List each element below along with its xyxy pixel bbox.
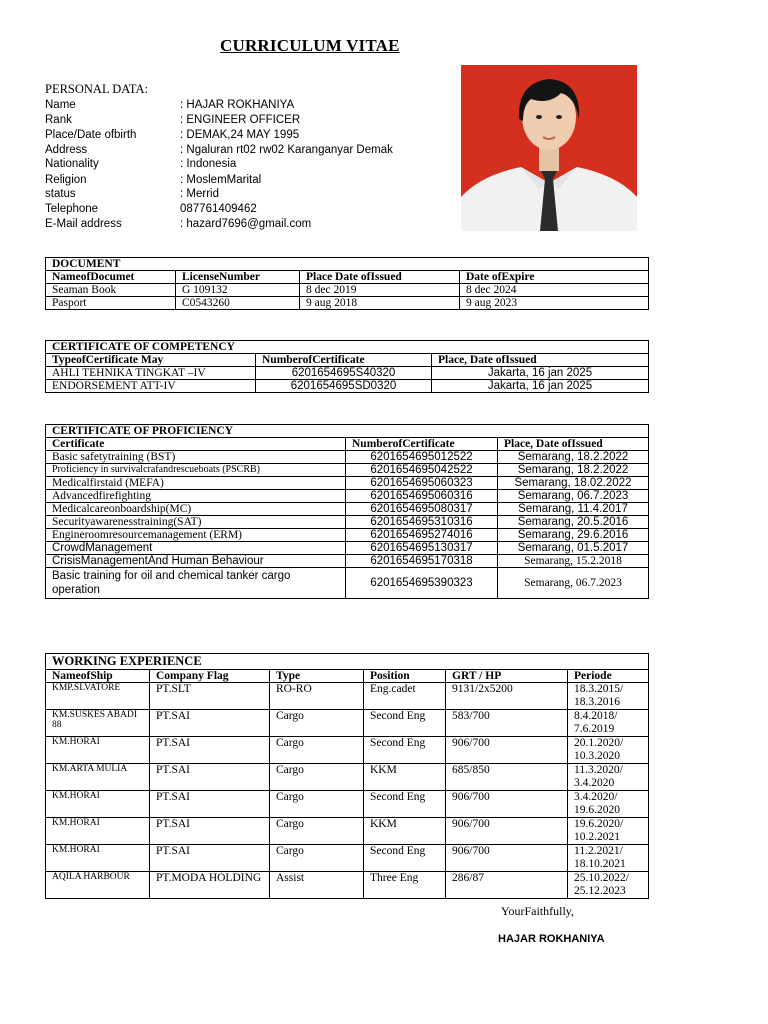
table-cell: 8.4.2018/ 7.6.2019: [568, 710, 649, 737]
table-cell: 20.1.2020/ 10.3.2020: [568, 737, 649, 764]
table-cell: PT.SAI: [150, 710, 270, 737]
table-cell: Basic training for oil and chemical tanker cargo operation: [46, 568, 346, 599]
table-cell: PT.SAI: [150, 791, 270, 818]
table-cell: Semarang, 18.2.2022: [498, 464, 649, 477]
table-cell: Second Eng: [364, 737, 446, 764]
column-header: Periode: [568, 670, 649, 683]
personal-label: Telephone: [45, 203, 99, 215]
competency-title: CERTIFICATE OF COMPETENCY: [46, 341, 649, 354]
personal-value: : MoslemMarital: [180, 174, 262, 186]
table-cell: PT.MODA HOLDING: [150, 872, 270, 899]
table-title-row: [46, 654, 649, 670]
table-cell: 906/700: [446, 791, 568, 818]
table-cell: KM.HORAI: [46, 845, 150, 872]
table-cell: Semarang, 18.02.2022: [498, 477, 649, 490]
table-row: [46, 516, 649, 529]
table-cell: Cargo: [270, 710, 364, 737]
table-row: [46, 297, 649, 310]
column-header: Type: [270, 670, 364, 683]
table-cell: KKM: [364, 818, 446, 845]
proficiency-table: [45, 424, 649, 599]
personal-value: : DEMAK,24 MAY 1995: [180, 129, 300, 141]
table-cell: AHLI TEHNIKA TINGKAT –IV: [46, 367, 256, 380]
column-header: LicenseNumber: [176, 271, 300, 284]
personal-label: Nationality: [45, 158, 99, 170]
table-row: [46, 490, 649, 503]
table-cell: 9 aug 2018: [300, 297, 460, 310]
table-row: [46, 367, 649, 380]
table-row: [46, 477, 649, 490]
table-cell: Cargo: [270, 764, 364, 791]
column-header: Company Flag: [150, 670, 270, 683]
column-header: Certificate: [46, 438, 346, 451]
table-cell: KM.HORAI: [46, 791, 150, 818]
column-header: Place Date ofIssued: [300, 271, 460, 284]
table-cell: KM.HORAI: [46, 737, 150, 764]
table-cell: 11.2.2021/ 18.10.2021: [568, 845, 649, 872]
experience-title: WORKING EXPERIENCE: [46, 654, 649, 670]
closing-salutation: YourFaithfully,: [501, 904, 575, 918]
personal-label: E-Mail address: [45, 218, 122, 230]
table-cell: Eng.cadet: [364, 683, 446, 710]
table-cell: 9131/2x5200: [446, 683, 568, 710]
personal-value: : hazard7696@gmail.com: [180, 218, 312, 230]
personal-label: Place/Date ofbirth: [45, 129, 137, 141]
table-cell: 6201654695S40320: [256, 367, 432, 380]
column-header: NumberofCertificate: [346, 438, 498, 451]
table-row: [46, 503, 649, 516]
personal-value: 087761409462: [180, 203, 257, 215]
table-cell: Jakarta, 16 jan 2025: [432, 367, 649, 380]
table-cell: 18.3.2015/ 18.3.2016: [568, 683, 649, 710]
table-row: [46, 451, 649, 464]
table-cell: Three Eng: [364, 872, 446, 899]
experience-table: [45, 653, 649, 899]
table-cell: Medicalcareonboardship(MC): [46, 503, 346, 516]
signer-name: HAJAR ROKHANIYA: [498, 933, 605, 945]
table-cell: 19.6.2020/ 10.2.2021: [568, 818, 649, 845]
personal-label: Religion: [45, 174, 87, 186]
table-cell: Cargo: [270, 791, 364, 818]
document-title: DOCUMENT: [46, 258, 649, 271]
table-cell: 6201654695274016: [346, 529, 498, 542]
table-cell: 6201654695SD0320: [256, 380, 432, 393]
table-header-row: [46, 670, 649, 683]
table-cell: PT.SLT: [150, 683, 270, 710]
profile-photo: [461, 65, 637, 231]
table-cell: Advancedfirefighting: [46, 490, 346, 503]
table-cell: G 109132: [176, 284, 300, 297]
table-cell: 6201654695080317: [346, 503, 498, 516]
table-cell: C0543260: [176, 297, 300, 310]
table-header-row: [46, 271, 649, 284]
table-cell: 25.10.2022/ 25.12.2023: [568, 872, 649, 899]
table-cell: Semarang, 11.4.2017: [498, 503, 649, 516]
table-cell: Cargo: [270, 845, 364, 872]
document-table: [45, 257, 649, 310]
table-cell: RO-RO: [270, 683, 364, 710]
table-title-row: [46, 425, 649, 438]
table-cell: KM.HORAI: [46, 818, 150, 845]
table-row: [46, 464, 649, 477]
table-cell: PT.SAI: [150, 764, 270, 791]
table-row: [46, 764, 649, 791]
table-cell: 8 dec 2019: [300, 284, 460, 297]
table-cell: Pasport: [46, 297, 176, 310]
table-cell: 9 aug 2023: [460, 297, 649, 310]
table-cell: Second Eng: [364, 791, 446, 818]
personal-value: : Merrid: [180, 188, 219, 200]
column-header: Place, Date ofIssued: [432, 354, 649, 367]
personal-label: Rank: [45, 114, 72, 126]
table-cell: KM.ARTA MULIA: [46, 764, 150, 791]
personal-value: : ENGINEER OFFICER: [180, 114, 301, 126]
table-cell: Securityawarenesstraining(SAT): [46, 516, 346, 529]
column-header: NumberofCertificate: [256, 354, 432, 367]
table-row: [46, 542, 649, 555]
table-row: [46, 872, 649, 899]
table-cell: 6201654695060323: [346, 477, 498, 490]
table-cell: Semarang, 18.2.2022: [498, 451, 649, 464]
table-cell: 6201654695170318: [346, 555, 498, 568]
personal-data-heading: PERSONAL DATA:: [45, 82, 149, 96]
table-row: [46, 568, 649, 599]
table-cell: Second Eng: [364, 710, 446, 737]
table-cell: Semarang, 06.7.2023: [498, 568, 649, 599]
table-cell: 6201654695042522: [346, 464, 498, 477]
table-cell: CrowdManagement: [46, 542, 346, 555]
column-header: TypeofCertificate May: [46, 354, 256, 367]
personal-value: : Ngaluran rt02 rw02 Karanganyar Demak: [180, 144, 393, 156]
table-cell: AQILA HARBOUR: [46, 872, 150, 899]
table-cell: Semarang, 15.2.2018: [498, 555, 649, 568]
table-cell: 685/850: [446, 764, 568, 791]
table-cell: 906/700: [446, 845, 568, 872]
table-cell: KM.SUSKES ABADI 88: [46, 710, 150, 737]
table-cell: Semarang, 20.5.2016: [498, 516, 649, 529]
proficiency-title: CERTIFICATE OF PROFICIENCY: [46, 425, 649, 438]
column-header: Place, Date ofIssued: [498, 438, 649, 451]
column-header: Position: [364, 670, 446, 683]
table-cell: Assist: [270, 872, 364, 899]
table-title-row: [46, 258, 649, 271]
competency-table: [45, 340, 649, 393]
table-cell: Jakarta, 16 jan 2025: [432, 380, 649, 393]
table-cell: Semarang, 06.7.2023: [498, 490, 649, 503]
table-cell: 6201654695012522: [346, 451, 498, 464]
table-row: [46, 737, 649, 764]
table-cell: 11.3.2020/ 3.4.2020: [568, 764, 649, 791]
personal-value: : HAJAR ROKHANIYA: [180, 99, 295, 111]
table-header-row: [46, 354, 649, 367]
table-row: [46, 710, 649, 737]
column-header: NameofDocumet: [46, 271, 176, 284]
column-header: NameofShip: [46, 670, 150, 683]
table-row: [46, 683, 649, 710]
column-header: Date ofExpire: [460, 271, 649, 284]
table-cell: 6201654695060316: [346, 490, 498, 503]
table-cell: Semarang, 29.6.2016: [498, 529, 649, 542]
table-row: [46, 284, 649, 297]
table-cell: PT.SAI: [150, 737, 270, 764]
table-title-row: [46, 341, 649, 354]
table-cell: Basic safetytraining (BST): [46, 451, 346, 464]
table-row: [46, 791, 649, 818]
table-cell: 6201654695390323: [346, 568, 498, 599]
personal-label: status: [45, 188, 76, 200]
table-cell: Semarang, 01.5.2017: [498, 542, 649, 555]
table-cell: PT.SAI: [150, 845, 270, 872]
personal-label: Name: [45, 99, 76, 111]
table-row: [46, 818, 649, 845]
table-cell: CrisisManagementAnd Human Behaviour: [46, 555, 346, 568]
table-cell: PT.SAI: [150, 818, 270, 845]
table-cell: 583/700: [446, 710, 568, 737]
table-cell: Cargo: [270, 737, 364, 764]
table-cell: 6201654695310316: [346, 516, 498, 529]
personal-value: : Indonesia: [180, 158, 237, 170]
table-cell: 6201654695130317: [346, 542, 498, 555]
table-cell: KMP.SLVATORE: [46, 683, 150, 710]
table-row: [46, 380, 649, 393]
table-cell: Second Eng: [364, 845, 446, 872]
table-cell: Cargo: [270, 818, 364, 845]
table-row: [46, 529, 649, 542]
table-cell: ENDORSEMENT ATT-IV: [46, 380, 256, 393]
table-cell: Medicalfirstaid (MEFA): [46, 477, 346, 490]
table-cell: KKM: [364, 764, 446, 791]
table-cell: Engineroomresourcemanagement (ERM): [46, 529, 346, 542]
profile-photo-illustration: [461, 65, 637, 231]
table-cell: 286/87: [446, 872, 568, 899]
table-cell: Proficiency in survivalcrafandrescueboats (PSCRB): [46, 464, 346, 477]
table-cell: 8 dec 2024: [460, 284, 649, 297]
table-cell: 906/700: [446, 737, 568, 764]
personal-label: Address: [45, 144, 88, 156]
table-row: [46, 555, 649, 568]
table-cell: Seaman Book: [46, 284, 176, 297]
table-header-row: [46, 438, 649, 451]
table-cell: 906/700: [446, 818, 568, 845]
table-cell: 3.4.2020/ 19.6.2020: [568, 791, 649, 818]
page-title: CURRICULUM VITAE: [220, 36, 400, 55]
table-row: [46, 845, 649, 872]
column-header: GRT / HP: [446, 670, 568, 683]
